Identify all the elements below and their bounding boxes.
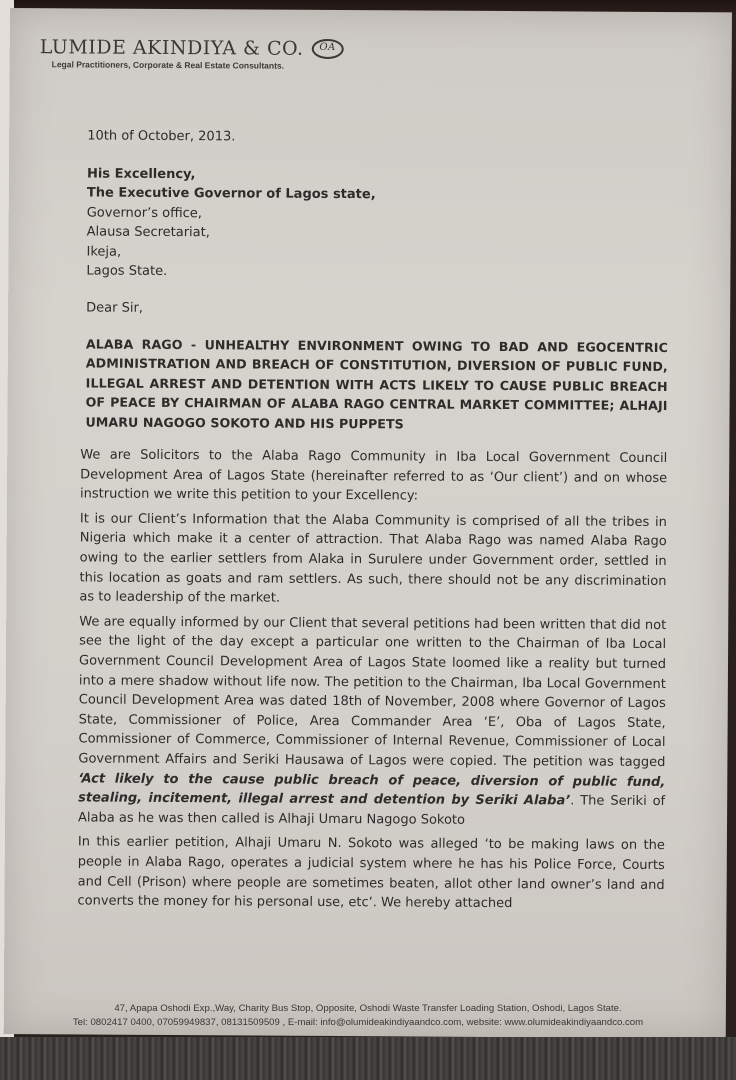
firm-logo [40, 36, 460, 61]
paragraph: We are Solicitors to the Alaba Rago Community in Iba Local Government Council Development Area of Lagos State (hereinafter referred to as ‘Our client’) and on whose instruction we write this petition to your Excellency: [79, 447, 668, 504]
paragraph-text: . The Seriki of Alaba as he was then called is Alhaji Umaru Nagogo Sokoto [78, 793, 666, 828]
letter-page [4, 8, 732, 1038]
photo-bottom-edge [0, 1037, 736, 1080]
recipient-line: Alausa Secretariat, [86, 224, 210, 241]
letterhead [40, 36, 460, 72]
recipient-line: His Excellency, [86, 165, 196, 182]
firm-name: LUMIDE AKINDIYA & CO. [39, 36, 304, 60]
recipient-line: Governor’s office, [86, 204, 203, 221]
paragraph-text: We are equally informed by our Client that several petitions had been written that did not see the light of the day except a particular one written to the Chairman of Iba Local Government Council Development Area of Lagos State loomed like a reality but turned into a mere shadow without life now. The petition to the Chairman, Iba Local Government Council Development Area was dated 18th of November, 2008 where Governor of Lagos State, Commissioner of Police, Area Commander Area ‘E’, Oba of Lagos State, Commissioner of Commerce, Commissioner of Internal Revenue, Commissioner of Local Government Affairs and Seriki Hausawa of Lagos were copied. The petition was tagged [78, 614, 667, 770]
tagged-quote: ‘Act likely to the cause public breach of peace, diversion of public fund, stealing, incitement, illegal arrest and detention by Seriki Alaba’ [78, 770, 666, 809]
footer-address: 47, Apapa Oshodi Exp.,Way, Charity Bus Stop, Opposite, Oshodi Waste Transfer Loading Station, Oshodi, Lagos State. [114, 1003, 622, 1014]
footer-contacts: Tel: 0802417 0400, 07059949837, 08131509509 , E-mail: info@olumideakindiyaandco.com, website: www.olumideakindiyaandco.com [72, 1017, 644, 1028]
recipient-address [72, 164, 669, 285]
recipient-line: Ikeja, [86, 243, 122, 260]
monogram-logo-icon: OA [312, 39, 344, 59]
recipient-line: The Executive Governor of Lagos state, [86, 185, 376, 203]
recipient-line: Lagos State. [86, 263, 168, 279]
subject-heading: ALABA RAGO - UNHEALTHY ENVIRONMENT OWING TO BAD AND EGOCENTRIC ADMINISTRATION AND BREACH OF CONSTITUTION, DIVERSION OF PUBLIC FUND, ILLEGAL ARREST AND DETENTION WITH ACTS LIKELY TO CAUSE PUBLIC BREACH OF PEACE BY CHAIRMAN OF ALABA RAGO CENTRAL MARKET COMMITTEE; ALHAJI UMARU NAGOGO SOKOTO AND HIS PUPPETS [85, 336, 668, 432]
paragraph [78, 612, 666, 831]
letterhead-footer [0, 1002, 736, 1030]
firm-tagline: Legal Practitioners, Corporate & Real Estate Consultants. [51, 59, 285, 71]
salutation: Dear Sir, [86, 299, 144, 316]
letter-body [68, 126, 669, 919]
letter-date: 10th of October, 2013. [87, 128, 236, 145]
paragraph: It is our Client’s Information that the Alaba Community is comprised of all the tribes in Nigeria which make it a center of attraction. That Alaba Rago was named Alaba Rago owing to the earlier settlers from Alaka in Surulere under Government order, settled in this location as goats and ram settlers. As such, there should not be any discrimination as to leadership of the market. [79, 511, 667, 606]
paragraph: In this earlier petition, Alhaji Umaru N. Sokoto was alleged ‘to be making laws on the people in Alaba Rago, operates a judicial system where he has his Police Force, Courts and Cell (Prison) where people are sometimes beaten, allot other land owner’s land and converts the money for his personal use, etc’. We hereby attached [77, 834, 665, 912]
